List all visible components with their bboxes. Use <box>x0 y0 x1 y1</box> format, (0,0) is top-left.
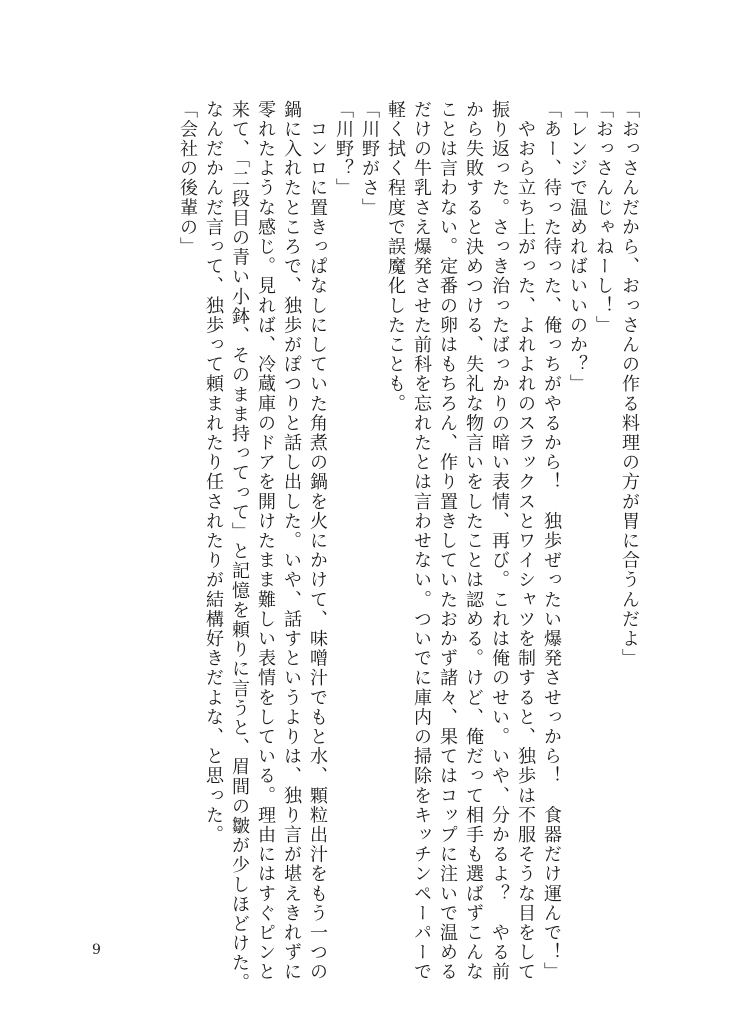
text-line: 「おっさんだから、おっさんの作る料理の方が胃に合うんだよ」 <box>619 100 640 669</box>
text-line: 「あー、待った待った、俺っちがやるから！ 独歩ぜったい爆発させっから！ 食器だけ運んで！」 <box>541 100 562 982</box>
vertical-text-body <box>174 100 642 993</box>
text-line: 軽く拭く程度で誤魔化したことも。 <box>385 100 406 414</box>
text-line: コンロに置きっぱなしにしていた角煮の鍋を火にかけて、味噌汁でもと水、顆粒出汁をもう一つの <box>307 100 328 982</box>
text-line: 「川野？」 <box>333 100 354 198</box>
text-line: 「会社の後輩の」 <box>177 100 198 257</box>
text-line: 振り返った。さっき治ったばっかりの暗い表情、再び。これは俺のせい。いや、分かるよ？ やる前 <box>489 100 510 982</box>
text-line: 零れたような感じ。見れば、冷蔵庫のドアを開けたまま難しい表情をしている。理由にはすぐピンと <box>255 100 276 982</box>
text-line: ことは言わない。定番の卵はもちろん、作り置きしていたおかず諸々、果てはコップに注いで温める <box>437 100 458 982</box>
text-line: から失敗すると決めつける、失礼な物言いをしたことは認める。けど、俺だって相手も選ばずこんな <box>463 100 484 982</box>
text-line: 「川野がさ」 <box>359 100 380 218</box>
text-line: なんだかんだ言って、独歩って頼まれたり任されたりが結構好きだよな、と思った。 <box>203 100 224 845</box>
text-line: 鍋に入れたところで、独歩がぽつりと話し出した。いや、話すというよりは、独り言が堪えきれずに <box>281 100 302 982</box>
text-line: 来て、「二段目の青い小鉢、そのまま持ってって」と記憶を頼りに言うと、眉間の皺が少しほどけた。 <box>229 100 250 993</box>
text-line: だけの牛乳さえ爆発させた前科を忘れたとは言わせない。ついでに庫内の掃除をキッチンペーパーで <box>411 100 432 982</box>
page-number: 9 <box>92 942 101 958</box>
text-line: 「おっさんじゃねーし！」 <box>593 100 614 336</box>
text-line: やおら立ち上がった、よれよれのスラックスとワイシャツを制すると、独歩は不服そうな目をして <box>515 100 536 982</box>
text-line: 「レンジで温めればいいのか？」 <box>567 100 588 394</box>
